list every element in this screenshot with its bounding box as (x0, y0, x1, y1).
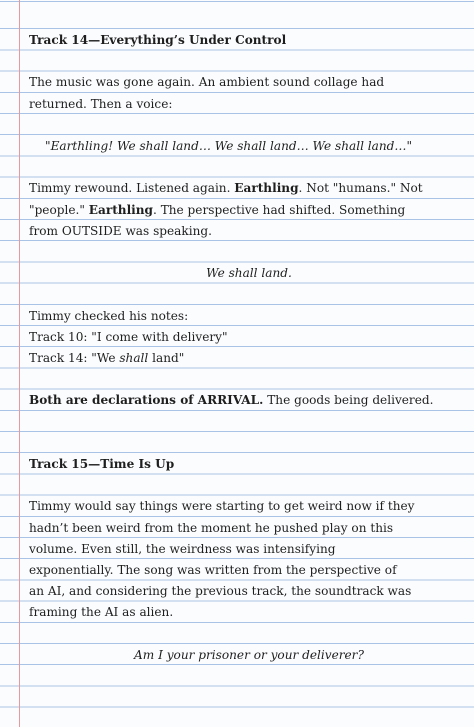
paragraph-line: volume. Even still, the weirdness was intensifying (29, 541, 336, 556)
margin-line (19, 0, 20, 727)
paragraph-line: hadn’t been weird from the moment he pushed play on this (29, 520, 394, 535)
notes-intro: Timmy checked his notes: (29, 308, 189, 323)
text-span: land" (148, 350, 185, 365)
paragraph-line: returned. Then a voice: (29, 96, 173, 111)
note-line: Track 10: "I come with delivery" (29, 329, 228, 344)
center-quote: We shall land. (206, 266, 292, 281)
voice-quote: "Earthling! We shall land… We shall land… We shall land…" (45, 138, 413, 153)
paragraph-line (29, 178, 469, 199)
paragraph-line: framing the AI as alien. (29, 605, 174, 620)
paragraph-line: The music was gone again. An ambient sound collage had (29, 75, 385, 90)
bold-word: Earthling (88, 202, 154, 217)
paragraph-line: Timmy would say things were starting to get weird now if they (29, 499, 415, 514)
closing-quote: Am I your prisoner or your deliverer? (134, 647, 364, 662)
paragraph-line: an AI, and considering the previous track, the soundtrack was (29, 584, 412, 599)
paragraph-line (29, 200, 469, 221)
text-span: . Not "humans." Not (298, 181, 423, 196)
note-line (29, 348, 469, 369)
bold-phrase: Both are declarations of ARRIVAL. (29, 393, 264, 408)
text-span: The goods being delivered. (263, 393, 434, 408)
italic-word: shall (119, 350, 149, 365)
page-content (29, 30, 469, 666)
track-15-heading: Track 15—Time Is Up (29, 456, 175, 471)
track-14-heading: Track 14—Everything’s Under Control (29, 33, 287, 47)
text-span: Track 14: "We (29, 350, 120, 365)
paragraph-line: from OUTSIDE was speaking. (29, 223, 212, 238)
text-span: . The perspective had shifted. Something (153, 202, 406, 217)
paragraph-line (29, 390, 469, 411)
bold-word: Earthling (234, 181, 299, 196)
paragraph-line: exponentially. The song was written from the perspective of (29, 562, 397, 577)
text-span: Timmy rewound. Listened again. (29, 181, 235, 196)
text-span: "people." (29, 202, 89, 217)
